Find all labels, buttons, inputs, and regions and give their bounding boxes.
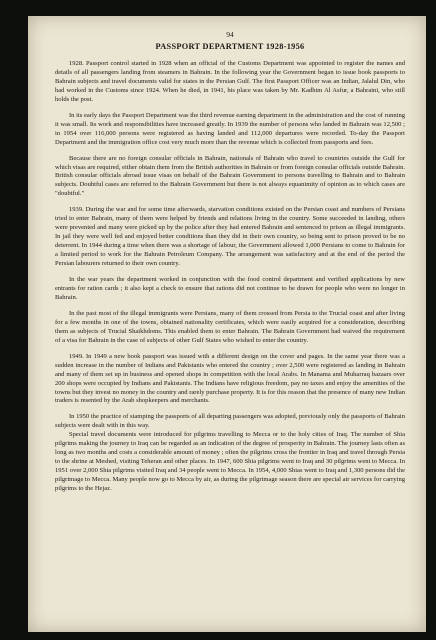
paragraph-1949: 1949. In 1949 a new book passport was issued with a different design on the cover and pages. In the same year there was a sudden increase in the number of Indians and Pakistanis who entered the country ; over 2,500 were registered as landing in Bahrain and many of them set up in business and opened shops in competition with the local Arabs. In Manama and Muharraq bazaars over 200 shops were occupied by Indians and Pakistanis. The Indians have religious freedom, pay no taxes and enjoy the amenities of the towns but they invest no money in the country and rarely purchase property. It is for this reason that the presence of many new Indian traders is resented by the Arab shopkeepers and merchants. (55, 352, 405, 405)
page-number: 94 (226, 30, 234, 39)
paragraph-1939: 1939. During the war and for some time afterwards, starvation conditions existed on the Persian coast and numbers of Persians tried to enter Bahrain, many of them were helped by friends and relations living in the country. Some succeeded in landing, others were prevented and many were picked up by the police after they had entered Bahrain and sentenced to prison as illegal immigrants. In jail they were well fed and enjoyed better conditions than they did in their own country, so being sent to prison proved to be no deterrent. In 1944 during a time when there was a shortage of labour, the Government allowed 1,000 Persians to come to Bahrain for a limited period to work for the Bahrain Petroleum Company. The arrangement was satisfactory and at the end of the period the Persian labourers returned to their own country. (55, 206, 405, 268)
paragraph-pilgrims: Special travel documents were introduced for pilgrims travelling to Mecca or to the holy cities of Iraq. The number of Shia pilgrims making the journey to Iraq can be regarded as an indication of the degree of prosperity in Bahrain. The journey lasts often as long as two months and costs a considerable amount of money ; often the pilgrims cross the frontier in Iraq and travel through Persia to the shrine at Meshed, visiting Teheran and other places. In 1947, 600 Shia pilgrims went to Iraq and 30 pilgrims went to Mecca. In 1951 over 2,000 Shia pilgrims visited Iraq and 34 people went to Mecca. In 1954, 4,000 Shias went to Iraq and 1,300 persons did the pilgrimage to Mecca. Many people now go to Mecca by air, as during the pilgrimage season there are special air services for carrying pilgrims to the Hejaz. (55, 431, 405, 493)
paragraph-war-years: In the war years the department worked in conjunction with the food control department and verified applications by new entrants for ration cards ; it also kept a check to ensure that rations did not continue to be drawn for people who were no longer in Bahrain. (55, 276, 405, 301)
document-page (28, 16, 426, 632)
paragraph-1928: 1928. Passport control started in 1928 when an official of the Customs Department was appointed to register the names and details of all passengers landing from steamers in Bahrain. In the following year the Government began to issue book passports to Bahrain subjects and travel documents valid for states in the Persian Gulf. The first Passport Officer was an Indian, Jalalul Din, who had worked in the Customs since 1924. When he died, in 1941, his place was taken by Mr. Kadhim Al Asfur, a Bahraini, who still holds the post. (55, 60, 405, 103)
paragraph-illegal-immigrants: In the past most of the illegal immigrants were Persians, many of them crossed from Persia to the Trucial coast and after living for a few months in one of the towns, obtained nationality certificates, which were easily acquired for a consideration, describing them as subjects of Trucial Shaikhdoms. This enabled them to enter Bahrain. The Bahrain Government had waived the requirement of a visa for Bahrain in the case of subjects of other Gulf States who wished to enter the country. (55, 309, 405, 344)
text-frame (55, 30, 405, 494)
paragraph-early-days: In its early days the Passport Department was the third revenue earning department in the administration and the cost of running it was small. Its work and responsibilities have increased greatly. In 1939 the number of persons who landed in Bahrain was 12,500 ; in 1954 over 116,000 persons were registered as having landed and 112,000 departures were recorded. To-day the Passport Department and the immigration office cost very much more than the revenue which is collected from passports and fees. (55, 111, 405, 146)
page-title: PASSPORT DEPARTMENT 1928-1956 (155, 42, 305, 51)
paragraph-consular: Because there are no foreign consular officials in Bahrain, nationals of Bahrain who travel to countries outside the Gulf for which visas are required, either obtain them from the British authorities in Bahrain or from foreign consular officials outside Bahrain. British consular officials abroad issue visas on behalf of the Bahrain Government to persons travelling to Bahrain and to Bahrain subjects. Doubtful cases are referred to the Bahrain Government but there is not always equanimity of opinion as to which cases are "doubtful." (55, 154, 405, 198)
paragraph-1950: In 1950 the practice of stamping the passports of all departing passengers was adopted, previously only the passports of Bahrain subjects were dealt with in this way. (55, 413, 405, 430)
